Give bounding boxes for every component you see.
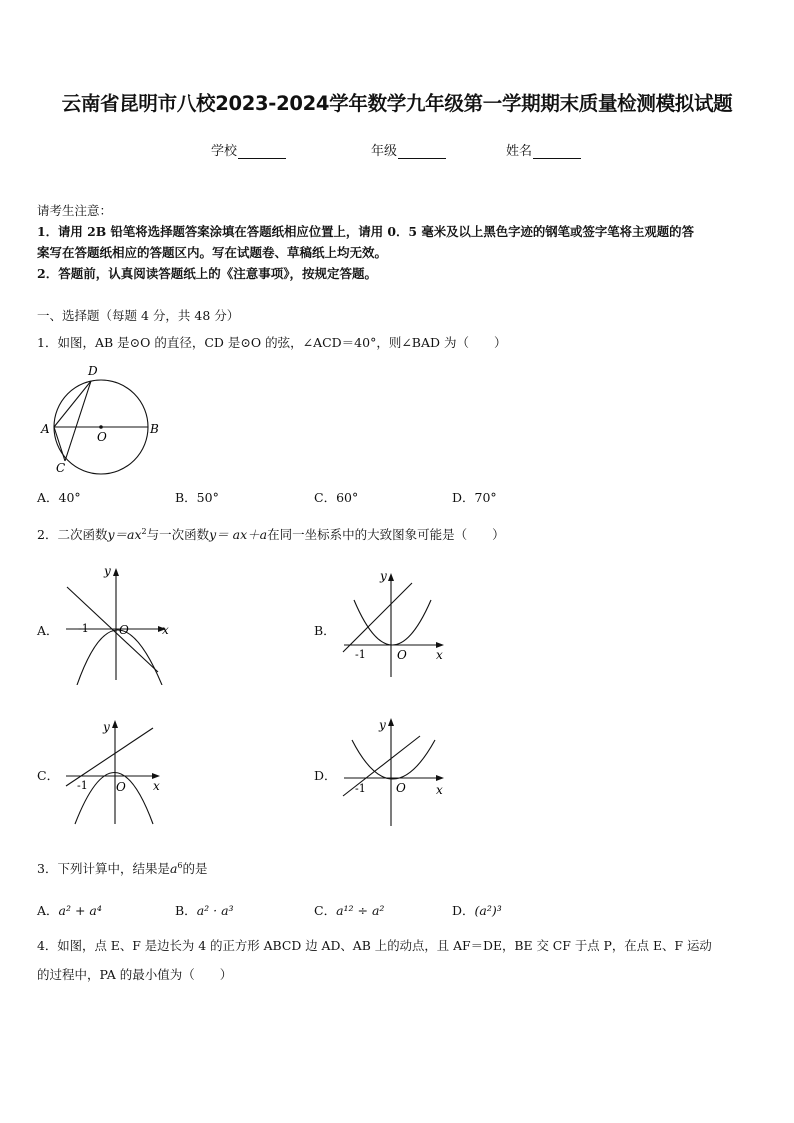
- graph-a-x-label: x: [162, 623, 169, 637]
- q3-option-a-label: A．: [37, 903, 59, 918]
- q3-expr: a: [169, 861, 178, 876]
- page-title: 云南省昆明市八校2023-2024学年数学九年级第一学期期末质量检测模拟试题: [61, 92, 733, 115]
- q3-option-c-expr: a¹² ÷ a²: [336, 903, 385, 918]
- graph-b-parabola: [354, 600, 431, 645]
- q4-line2: 的过程中，PA 的最小值为（ ）: [37, 967, 233, 982]
- q3-option-a[interactable]: [37, 901, 102, 919]
- q2-eq1-sup: 2: [141, 526, 147, 536]
- q3-stem: [37, 859, 208, 877]
- name-field[interactable]: [506, 140, 581, 159]
- graph-d-x-label: x: [436, 783, 443, 797]
- graph-a-parabola: [77, 630, 162, 685]
- notice-line2: 2．答题前，认真阅读答题纸上的《注意事项》，按规定答题。: [37, 266, 377, 281]
- q1-option-d[interactable]: D．70°: [452, 490, 497, 505]
- school-field[interactable]: [211, 140, 286, 159]
- q3-option-b-label: B．: [175, 903, 197, 918]
- q2-graph-d[interactable]: [340, 714, 455, 829]
- label-d: D: [88, 364, 98, 378]
- q2-option-c-label[interactable]: C．: [37, 768, 60, 783]
- graph-a-y-label: y: [104, 564, 111, 578]
- q2-option-a-label[interactable]: A．: [37, 623, 59, 638]
- section-heading: 一、选择题（每题 4 分，共 48 分）: [37, 308, 240, 323]
- grade-blank[interactable]: [398, 146, 446, 159]
- graph-a-origin: O: [119, 623, 129, 637]
- graph-b-origin: O: [397, 648, 407, 662]
- q3-stem-b: 的是: [182, 861, 208, 876]
- notice-line1b: 案写在答题纸相应的答题区内。写在试题卷、草稿纸上均无效。: [37, 245, 388, 260]
- name-blank[interactable]: [533, 146, 581, 159]
- q1-option-b[interactable]: B．50°: [175, 490, 219, 505]
- q2-option-b-label[interactable]: B．: [314, 623, 336, 638]
- graph-c-minus1: -1: [77, 779, 88, 792]
- q2-option-d-label[interactable]: D．: [314, 768, 337, 783]
- graph-a-minus1: -1: [78, 622, 89, 635]
- q3-option-d[interactable]: [452, 901, 502, 919]
- q2-stem: [37, 525, 505, 543]
- grade-field[interactable]: [371, 140, 446, 159]
- q2-graph-a[interactable]: [62, 560, 182, 685]
- grade-label: 年级: [371, 144, 398, 159]
- q2-stem-b: 与一次函数: [146, 527, 210, 542]
- q2-eq2: y＝ ax＋a: [209, 527, 268, 542]
- school-blank[interactable]: [238, 146, 286, 159]
- notice-line1a: 1．请用 2B 铅笔将选择题答案涂填在答题纸相应位置上，请用 0．5 毫米及以上黑色字迹的钢笔或签字笔将主观题的答: [37, 224, 694, 239]
- graph-c-y-label: y: [103, 720, 110, 734]
- label-a: A: [41, 422, 50, 436]
- label-b: B: [150, 422, 159, 436]
- school-label: 学校: [211, 144, 238, 159]
- label-c: C: [56, 461, 66, 475]
- q2-graph-c[interactable]: [62, 716, 177, 826]
- label-o: O: [97, 430, 107, 444]
- graph-b-line: [343, 583, 412, 652]
- q3-option-a-expr: a² + a⁴: [58, 903, 102, 918]
- q3-option-d-label: D．: [452, 903, 475, 918]
- q2-stem-a: 2．二次函数: [37, 527, 108, 542]
- q3-option-b[interactable]: [175, 901, 234, 919]
- q3-expr-sup: 6: [177, 860, 183, 870]
- q1-circle-figure: [38, 360, 168, 480]
- center-dot: [99, 425, 103, 429]
- notice-heading: 请考生注意：: [37, 203, 113, 218]
- q1-stem: 1．如图，AB 是⊙O 的直径，CD 是⊙O 的弦，∠ACD＝40°，则∠BAD 为（ ）: [37, 335, 507, 350]
- graph-c-line: [66, 728, 153, 786]
- graph-b-minus1: -1: [355, 648, 366, 661]
- q3-stem-a: 3．下列计算中，结果是: [37, 861, 170, 876]
- graph-b-y-label: y: [380, 569, 387, 583]
- q1-option-c[interactable]: C．60°: [314, 490, 359, 505]
- q3-option-c[interactable]: [314, 901, 384, 919]
- graph-d-y-label: y: [379, 718, 386, 732]
- q2-eq1: y＝ax: [107, 527, 142, 542]
- graph-d-parabola: [352, 740, 435, 779]
- q2-graph-b[interactable]: [340, 565, 455, 680]
- chord-ac: [54, 427, 65, 461]
- q1-option-a[interactable]: A．40°: [37, 490, 81, 505]
- q2-stem-c: 在同一坐标系中的大致图象可能是（ ）: [267, 527, 505, 542]
- graph-c-x-label: x: [153, 779, 160, 793]
- name-label: 姓名: [506, 144, 533, 159]
- q3-option-d-expr: (a²)³: [474, 903, 502, 918]
- q3-option-b-expr: a² · a³: [196, 903, 234, 918]
- graph-b-x-label: x: [436, 648, 443, 662]
- graph-d-origin: O: [396, 781, 406, 795]
- q3-option-c-label: C．: [314, 903, 337, 918]
- graph-c-origin: O: [116, 780, 126, 794]
- q4-line1: 4．如图，点 E、F 是边长为 4 的正方形 ABCD 边 AD、AB 上的动点，且 AF＝DE，BE 交 CF 于点 P，在点 E、F 运动: [37, 938, 712, 953]
- graph-d-minus1: -1: [355, 782, 366, 795]
